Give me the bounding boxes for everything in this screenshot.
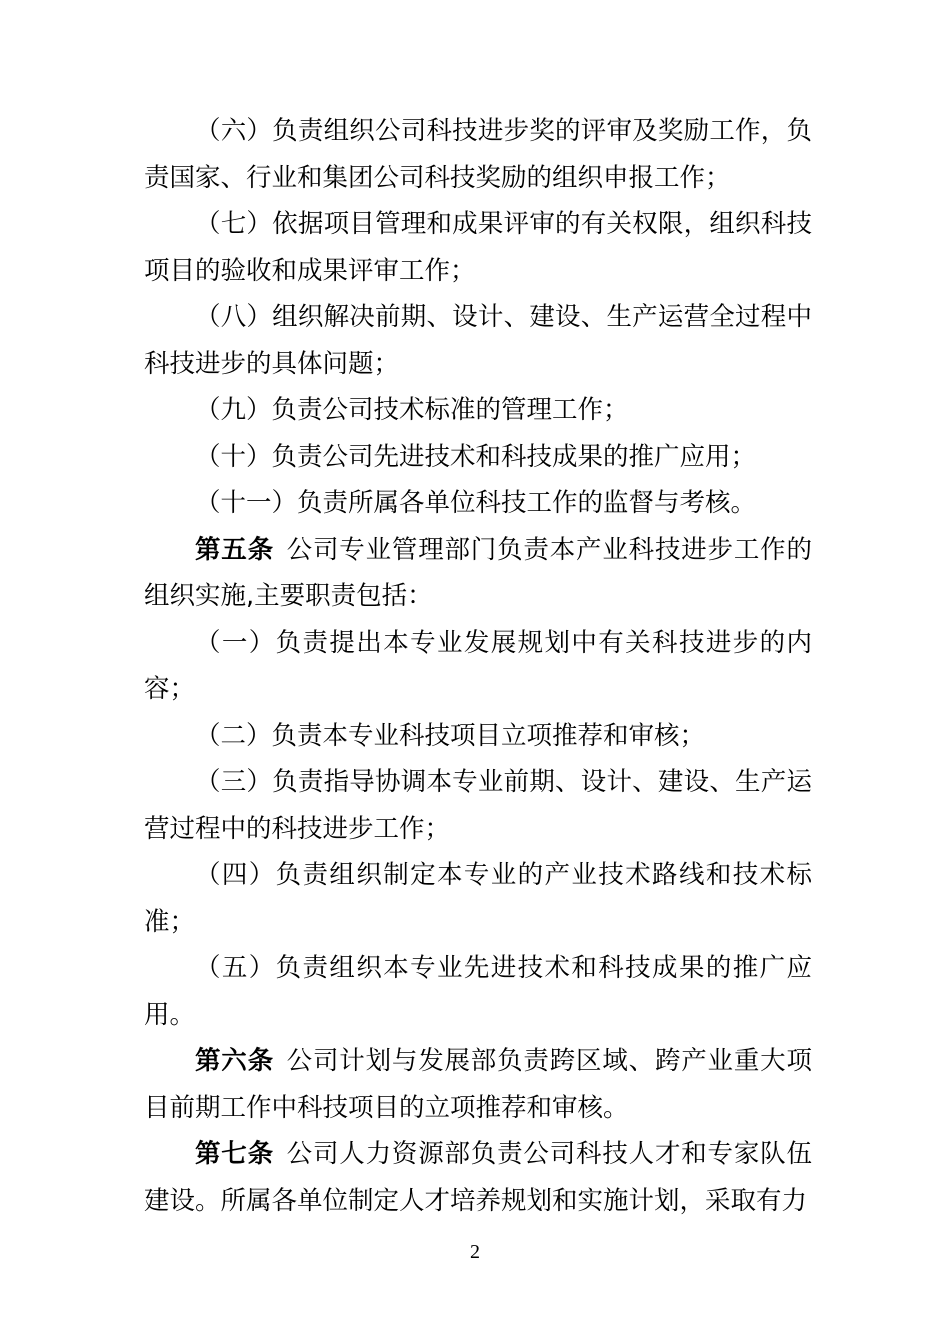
article-heading: 第七条: [195, 1139, 274, 1169]
paragraph: [144, 713, 812, 760]
paragraph-text: 公司专业管理部门负责本产业科技进步工作的组织实施,主要职责包括：: [144, 534, 812, 611]
paragraph-text: （四）负责组织制定本专业的产业技术路线和技术标准；: [144, 860, 812, 937]
paragraph-text: （三）负责指导协调本专业前期、设计、建设、生产运营过程中的科技进步工作；: [144, 767, 812, 844]
paragraph-text: （一）负责提出本专业发展规划中有关科技进步的内容；: [144, 627, 812, 704]
document-body: [144, 108, 812, 1224]
article-heading: 第五条: [195, 534, 274, 565]
paragraph-text: （八）组织解决前期、设计、建设、生产运营全过程中科技进步的具体问题；: [144, 302, 812, 379]
paragraph: [144, 759, 812, 852]
paragraph-text: （九）负责公司技术标准的管理工作；: [195, 395, 629, 425]
paragraph: [144, 108, 812, 201]
paragraph: [144, 387, 812, 434]
paragraph: [144, 201, 812, 294]
paragraph-text: （五）负责组织本专业先进技术和科技成果的推广应用。: [144, 953, 812, 1030]
paragraph: [144, 620, 812, 713]
paragraph: [144, 480, 812, 527]
paragraph: [144, 945, 812, 1038]
paragraph: [144, 527, 812, 620]
paragraph-text: （二）负责本专业科技项目立项推荐和审核；: [195, 720, 706, 751]
paragraph-text: （七）依据项目管理和成果评审的有关权限，组织科技项目的验收和成果评审工作；: [144, 209, 812, 286]
paragraph-text: 公司计划与发展部负责跨区域、跨产业重大项目前期工作中科技项目的立项推荐和审核。: [144, 1046, 812, 1123]
paragraph: [144, 852, 812, 945]
paragraph: [144, 434, 812, 481]
paragraph: [144, 294, 812, 387]
paragraph: [144, 1038, 812, 1131]
paragraph-text: （十一）负责所属各单位科技工作的监督与考核。: [195, 488, 757, 518]
paragraph-text: （六）负责组织公司科技进步奖的评审及奖励工作，负责国家、行业和集团公司科技奖励的组织申报工作；: [144, 116, 812, 193]
paragraph-text: 公司人力资源部负责公司科技人才和专家队伍建设。所属各单位制定人才培养规划和实施计划，采取有力: [144, 1139, 812, 1216]
paragraph-text: （十）负责公司先进技术和科技成果的推广应用；: [195, 441, 757, 472]
page-number: 2: [470, 1241, 480, 1263]
paragraph: [144, 1131, 812, 1224]
article-heading: 第六条: [195, 1046, 274, 1076]
